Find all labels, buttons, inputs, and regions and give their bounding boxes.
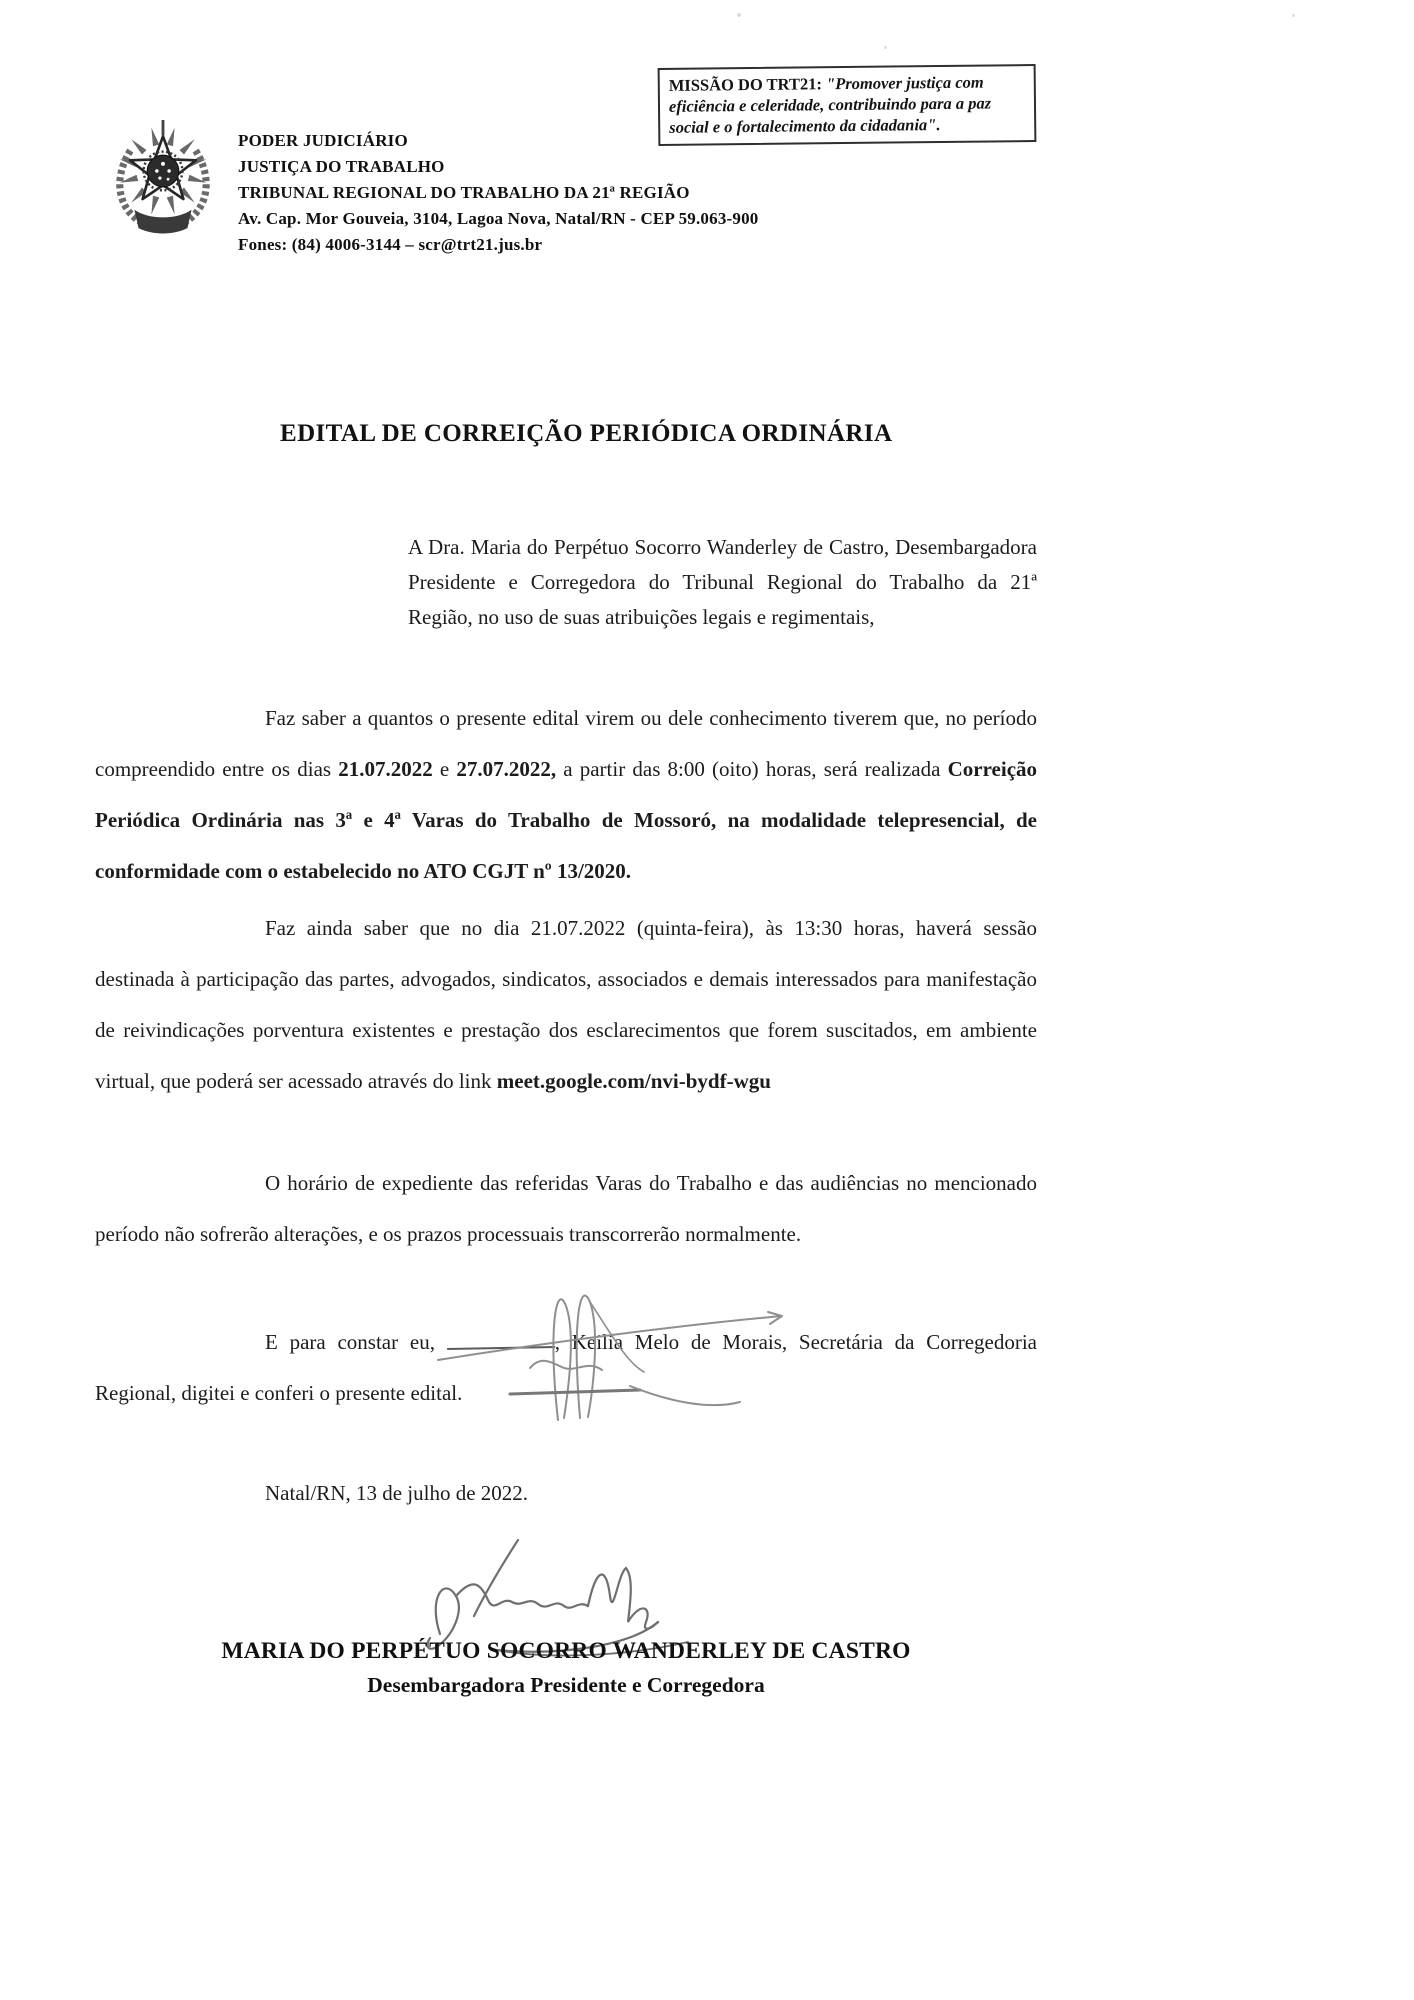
letterhead-line-justica-do-trabalho: JUSTIÇA DO TRABALHO [238, 157, 445, 176]
notice-paragraph-horario: O horário de expediente das referidas Varas do Trabalho e das audiências no mencionado período não sofrerão alterações, e os prazos processuais transcorrerão normalmente. [95, 1171, 1037, 1246]
text-run: Faz saber a quantos o presente edital virem ou dele conhecimento tiverem que, no período compreendido entre os dias [95, 706, 1037, 781]
brazil-coat-of-arms-icon [112, 120, 214, 240]
letterhead-line-phone-email: Fones: (84) 4006-3144 – scr@trt21.jus.br [238, 235, 543, 254]
letterhead [238, 128, 758, 258]
notice-paragraph-faz-ainda-saber [95, 903, 1037, 1107]
notice-paragraph-faz-saber [95, 693, 1037, 897]
text-run: Faz ainda saber que no dia 21.07.2022 (quinta-feira), às 13:30 horas, haverá sessão destinada à participação das partes, advogados, sindicatos, associados e demais interessados para manifestação de reivindicações porventura existentes e prestação dos esclarecimentos que forem suscitados, em ambiente virtual, que poderá ser acessado através do link [95, 916, 1037, 1093]
letterhead-line-poder-judiciario: PODER JUDICIÁRIO [238, 131, 408, 150]
scan-artifact-dot [884, 46, 887, 49]
date-line: Natal/RN, 13 de julho de 2022. [265, 1481, 529, 1505]
secretary-signature-scribble-icon [430, 1272, 810, 1422]
letterhead-line-tribunal: TRIBUNAL REGIONAL DO TRABALHO DA 21ª REGIÃO [238, 183, 690, 202]
text-run: , Keilia Melo de Morais, Secretária da Corregedoria Regional, digitei e conferi o presente edital. [95, 1330, 1037, 1405]
letterhead-line-address: Av. Cap. Mor Gouveia, 3104, Lagoa Nova, Natal/RN - CEP 59.063-900 [238, 209, 759, 228]
page-title: EDITAL DE CORREIÇÃO PERIÓDICA ORDINÁRIA [280, 420, 893, 447]
text-run: e [432, 757, 457, 781]
mission-label: MISSÃO DO TRT21: [668, 74, 823, 95]
scan-artifact-dot [1292, 14, 1295, 17]
signer-name: MARIA DO PERPÉTUO SOCORRO WANDERLEY DE CASTRO [221, 1638, 911, 1664]
bold-text-run: 21.07.2022 [338, 757, 433, 781]
scan-artifact-dot [737, 13, 741, 17]
preamble-paragraph: A Dra. Maria do Perpétuo Socorro Wanderley de Castro, Desembargadora Presidente e Corregedora do Tribunal Regional do Trabalho da 21ª Região, no uso de suas atribuições legais e regimentais, [408, 535, 1037, 629]
text-run: E para constar eu, [265, 1330, 447, 1354]
bold-text-run: 27.07.2022, [456, 757, 557, 781]
bold-text-run: Correição Periódica Ordinária nas 3ª e 4ª Varas do Trabalho de Mossoró, na modalidade telepresencial, de conformidade com o estabelecido no ATO CGJT nº 13/2020. [95, 757, 1038, 883]
text-run: a partir das 8:00 (oito) horas, será realizada [556, 757, 948, 781]
mission-quote: "Promover justiça com eficiência e celeridade, contribuindo para a paz social e o fortalecimento da cidadania". [668, 72, 992, 137]
signer-role: Desembargadora Presidente e Corregedora [367, 1673, 765, 1697]
bold-text-run: meet.google.com/nvi-bydf-wgu [496, 1069, 771, 1093]
